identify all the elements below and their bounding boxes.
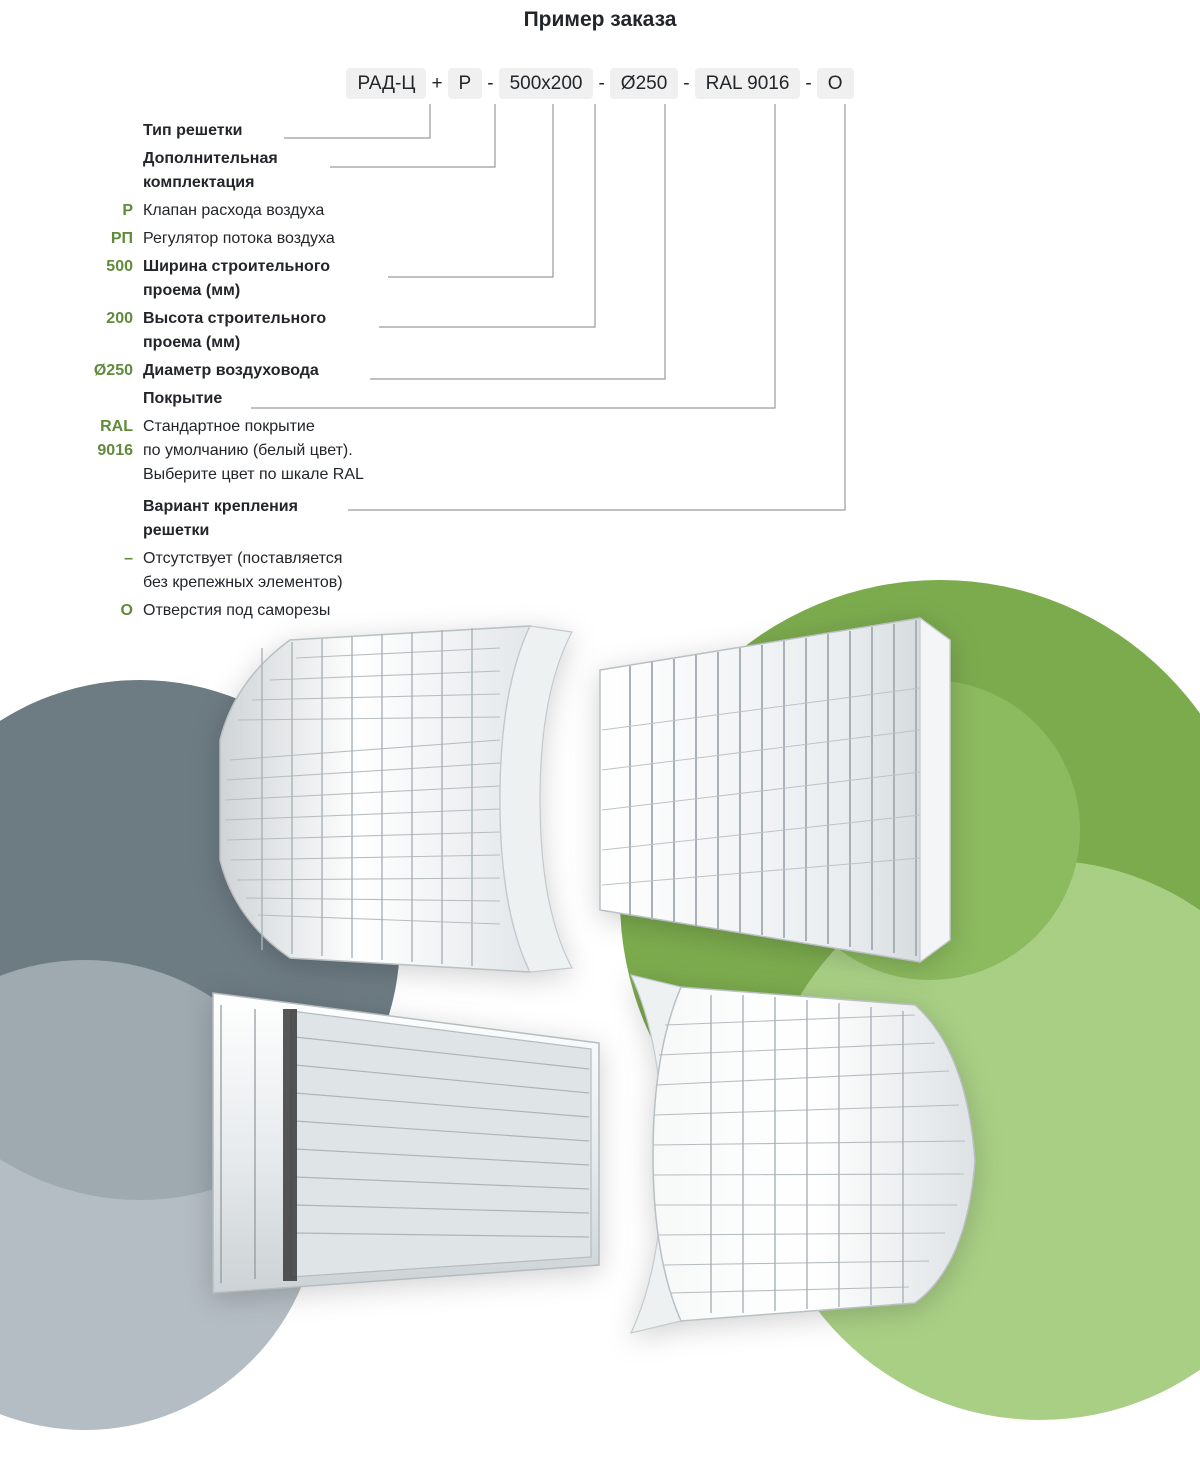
code-chip-size: 500x200 bbox=[499, 68, 594, 99]
code-separator-1: + bbox=[431, 72, 443, 94]
legend-key: RAL bbox=[100, 418, 133, 435]
page-title: Пример заказа bbox=[523, 8, 677, 31]
legend-key: РП bbox=[110, 230, 133, 247]
legend-text: по умолчанию (белый цвет). bbox=[143, 442, 353, 459]
legend-row-regulator bbox=[0, 228, 520, 250]
legend-key: Ø250 bbox=[93, 362, 133, 379]
legend-row-height-2 bbox=[0, 332, 520, 354]
grille-round-left-top bbox=[200, 620, 600, 980]
legend-row-mounting-2 bbox=[0, 520, 520, 542]
legend-text: Тип решетки bbox=[143, 122, 243, 139]
legend-text: Отсутствует (поставляется bbox=[143, 550, 343, 567]
legend-text: Высота строительного bbox=[143, 310, 327, 327]
grille-damper-left-bottom bbox=[195, 965, 615, 1305]
legend-row-mounting-1 bbox=[0, 496, 520, 518]
legend-key: О bbox=[120, 602, 133, 619]
code-chip-equipment: Р bbox=[448, 68, 483, 99]
legend-key: Р bbox=[122, 202, 133, 219]
legend-text: проема (мм) bbox=[143, 282, 241, 299]
legend-text: решетки bbox=[143, 522, 210, 539]
code-chip-mounting: О bbox=[817, 68, 854, 99]
legend-text: Дополнительная bbox=[143, 150, 278, 167]
legend-text: без крепежных элементов) bbox=[143, 574, 343, 591]
legend-row-damper bbox=[0, 200, 520, 222]
legend-text: Выберите цвет по шкале RAL bbox=[143, 466, 364, 483]
legend-text: Покрытие bbox=[143, 390, 223, 407]
code-separator-3: - bbox=[598, 72, 605, 94]
legend-row-diameter bbox=[0, 360, 520, 382]
legend-row-ral-3 bbox=[0, 464, 520, 486]
legend-text: Клапан расхода воздуха bbox=[143, 202, 325, 219]
legend-text: Ширина строительного bbox=[143, 258, 331, 275]
legend-row-height-1 bbox=[0, 308, 520, 330]
grille-rect-right-top bbox=[590, 610, 980, 970]
legend-row-width-2 bbox=[0, 280, 520, 302]
legend-row-coating bbox=[0, 388, 520, 410]
code-separator-5: - bbox=[805, 72, 812, 94]
legend-text: Регулятор потока воздуха bbox=[143, 230, 335, 247]
code-chip-type: РАД-Ц bbox=[346, 68, 426, 99]
legend-key: 200 bbox=[106, 310, 133, 327]
legend-key: – bbox=[124, 550, 133, 567]
code-separator-4: - bbox=[683, 72, 690, 94]
legend-list bbox=[0, 120, 520, 624]
product-photo bbox=[0, 560, 1200, 1459]
legend-key: 9016 bbox=[97, 442, 133, 459]
legend-row-width-1 bbox=[0, 256, 520, 278]
legend-row-ral-2 bbox=[0, 440, 520, 462]
order-code-row bbox=[0, 68, 1200, 99]
grille-round-right-bottom bbox=[615, 965, 995, 1345]
legend-text: Вариант крепления bbox=[143, 498, 298, 515]
legend-text: Диаметр воздуховода bbox=[143, 362, 319, 379]
legend-text: комплектация bbox=[143, 174, 255, 191]
legend-text: Отверстия под саморезы bbox=[143, 602, 331, 619]
code-chip-diameter: Ø250 bbox=[610, 68, 678, 99]
code-separator-2: - bbox=[487, 72, 494, 94]
legend-text: Стандартное покрытие bbox=[143, 418, 315, 435]
legend-row-extra-1 bbox=[0, 148, 520, 170]
legend-text: проема (мм) bbox=[143, 334, 241, 351]
legend-row-ral-1 bbox=[0, 416, 520, 438]
legend-key: 500 bbox=[106, 258, 133, 275]
code-chip-ral: RAL 9016 bbox=[695, 68, 801, 99]
legend-row-extra-2 bbox=[0, 172, 520, 194]
legend-row-type bbox=[0, 120, 520, 142]
